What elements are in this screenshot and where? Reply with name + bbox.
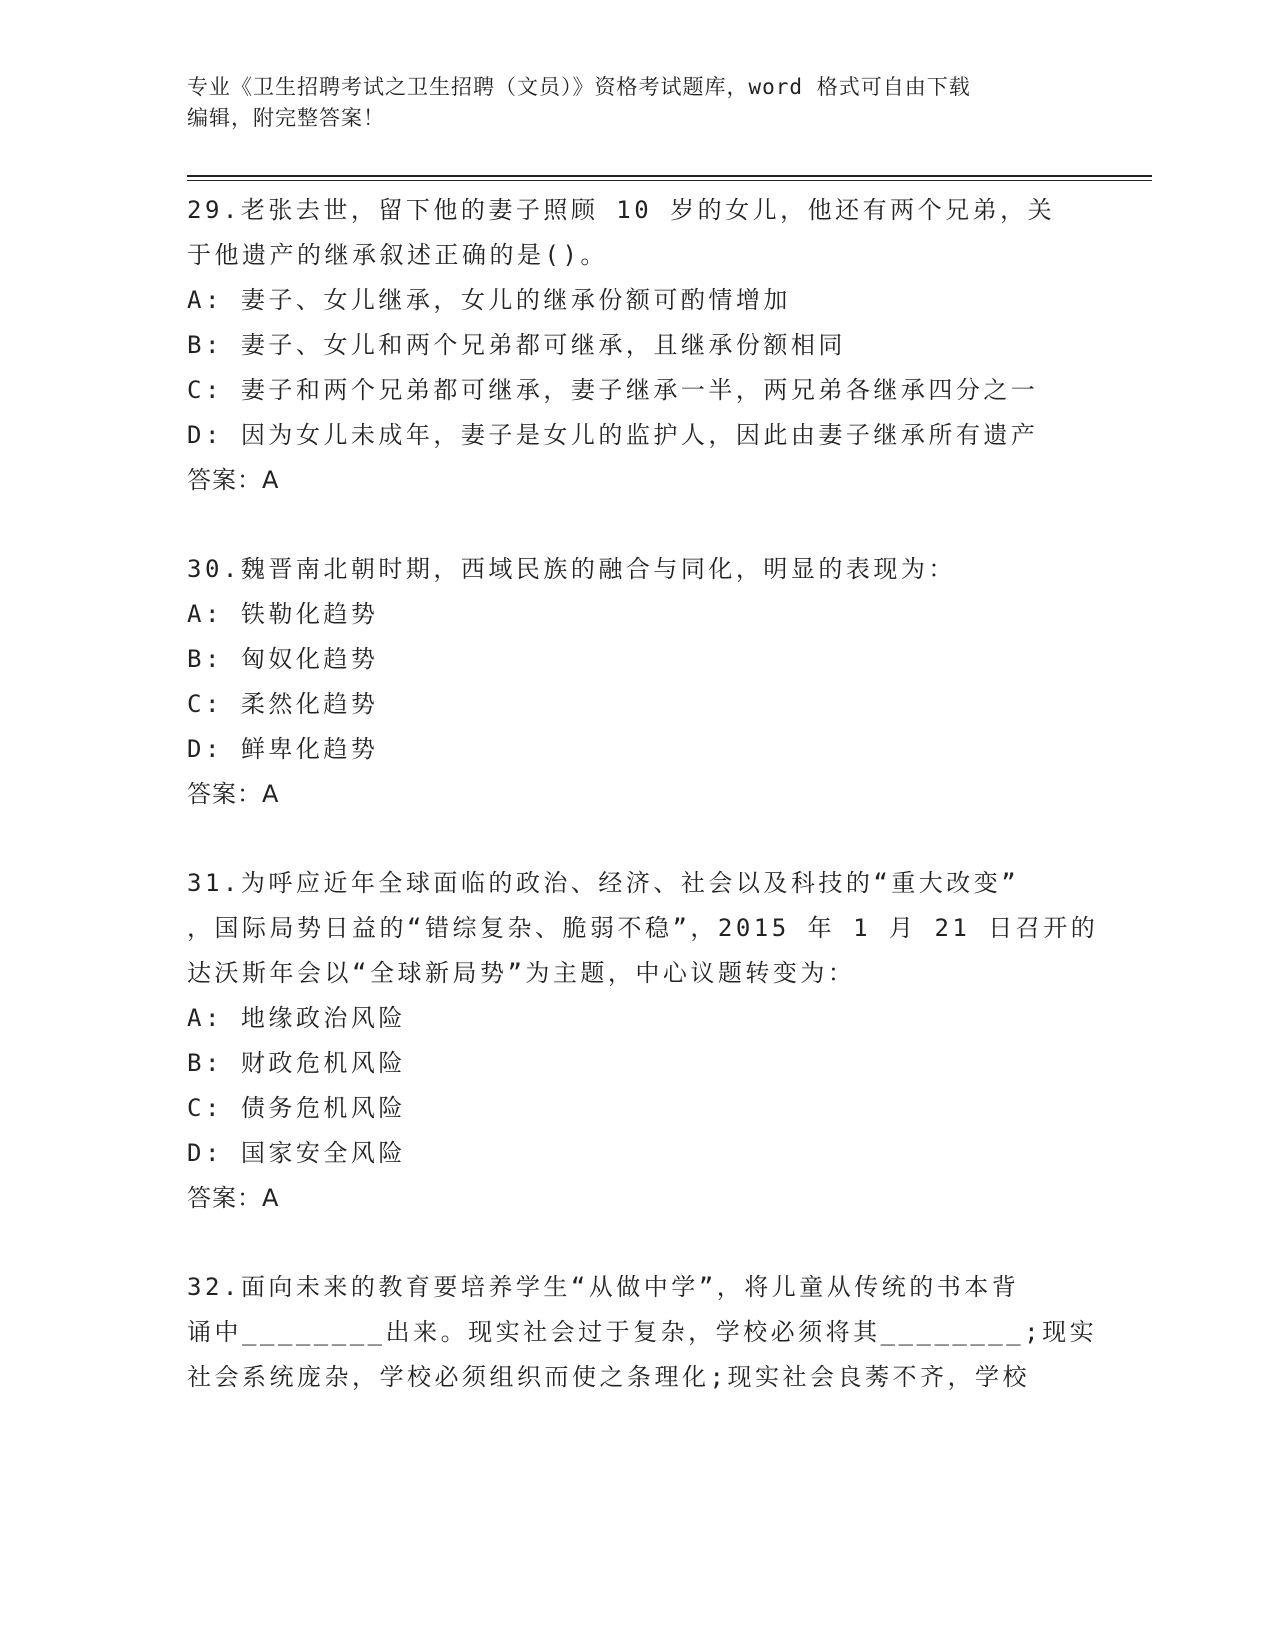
option-c: C: 债务危机风险: [187, 1094, 406, 1122]
header-divider-top: [187, 175, 1152, 177]
answer-line: 答案：A: [187, 780, 280, 808]
question-30: [187, 547, 1087, 817]
option-c: C: 妻子和两个兄弟都可继承，妻子继承一半，两兄弟各继承四分之一: [187, 376, 1039, 404]
option-d: D: 国家安全风险: [187, 1139, 406, 1167]
option-b: B: 妻子、女儿和两个兄弟都可继承，且继承份额相同: [187, 331, 846, 359]
header-divider-bottom: [187, 180, 1152, 181]
question-31: [187, 861, 1099, 1221]
header-line-2: 编辑，附完整答案！: [187, 106, 385, 130]
answer-line: 答案：A: [187, 1184, 280, 1212]
question-stem-line: ，国际局势日益的“错综复杂、脆弱不稳”，2015 年 1 月 21 日召开的: [187, 914, 1099, 942]
question-stem-line: 于他遗产的继承叙述正确的是()。: [187, 241, 608, 269]
question-stem-line: 社会系统庞杂，学校必须组织而使之条理化;现实社会良莠不齐，学校: [187, 1363, 1030, 1391]
document-header: [187, 72, 1087, 134]
option-a: A: 铁勒化趋势: [187, 600, 379, 628]
question-32: [187, 1265, 1098, 1400]
option-b: B: 匈奴化趋势: [187, 645, 379, 673]
option-c: C: 柔然化趋势: [187, 690, 379, 718]
answer-line: 答案：A: [187, 466, 280, 494]
option-d: D: 鲜卑化趋势: [187, 735, 379, 763]
question-stem-line: 诵中________出来。现实社会过于复杂，学校必须将其________;现实: [187, 1318, 1098, 1346]
question-29: [187, 188, 1087, 503]
question-stem-line: 30.魏晋南北朝时期，西域民族的融合与同化，明显的表现为：: [187, 555, 956, 583]
option-a: A: 妻子、女儿继承，女儿的继承份额可酌情增加: [187, 286, 791, 314]
question-stem-line: 32.面向未来的教育要培养学生“从做中学”，将儿童从传统的书本背: [187, 1273, 1020, 1301]
option-b: B: 财政危机风险: [187, 1049, 406, 1077]
option-a: A: 地缘政治风险: [187, 1004, 406, 1032]
question-stem-line: 29.老张去世，留下他的妻子照顾 10 岁的女儿，他还有两个兄弟，关: [187, 196, 1056, 224]
header-line-1: 专业《卫生招聘考试之卫生招聘（文员）》资格考试题库，word 格式可自由下载: [187, 75, 971, 99]
question-list: [187, 188, 1099, 1444]
option-d: D: 因为女儿未成年，妻子是女儿的监护人，因此由妻子继承所有遗产: [187, 421, 1039, 449]
question-stem-line: 31.为呼应近年全球面临的政治、经济、社会以及科技的“重大改变”: [187, 869, 1020, 897]
question-stem-line: 达沃斯年会以“全球新局势”为主题，中心议题转变为：: [187, 959, 856, 987]
